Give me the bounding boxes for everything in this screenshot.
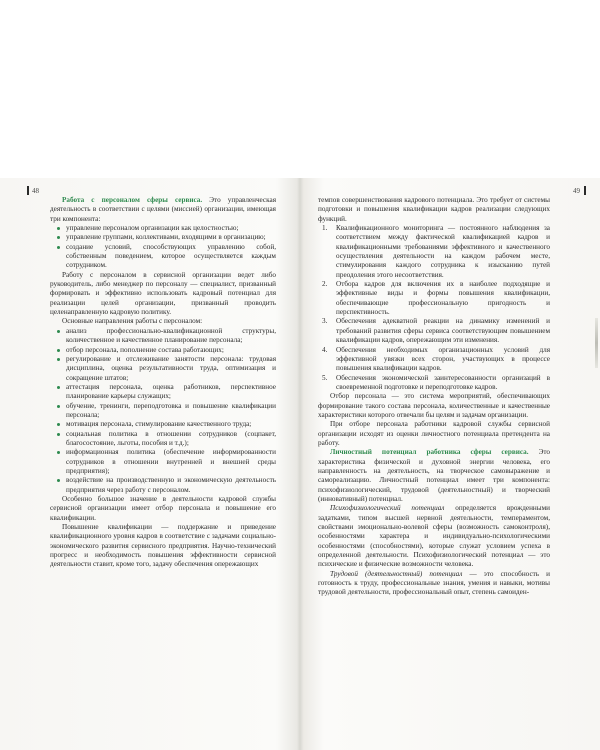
list-item: социальная политика в отношении сотрудников (соцпакет, благосостояние, льготы, пособия и т.д.); xyxy=(66,429,276,447)
paragraph: Особенно большое значение в деятельности кадровой службы сервисной организации имеет отбор персонала и повышение его квалификации. xyxy=(50,495,276,522)
page-number-right: 49 xyxy=(573,187,580,195)
list-number: 2. xyxy=(322,280,328,289)
paragraph: Повышение квалификации — поддержание и приведение квалификационного уровня кадров в соответствие с задачами социально-экономического развития сервисного предприятия. Научно-технический прогресс и необходимость повышения эффективности сервисной деятельности ставит, кроме того, задачу обеспечения опережающих xyxy=(50,523,276,569)
paragraph: Психофизиологический потенциал определяется врожденными задатками, типом высшей нервной деятельности, темпераментом, свойствами эмоционально-волевой сферы (возможность самоконтроля), особенностями характера и индивидуально-психологическими особенностями (способностями), которые служат условием успеха в определенной деятельности. Психофизиологический потенциал — это психические и физические возможности человека. xyxy=(318,504,550,569)
paragraph: темпов совершенствования кадрового потенциала. Это требует от системы подготовки и повышения квалификации кадров реализации следующих функций. xyxy=(318,196,550,223)
list-number: 1. xyxy=(322,224,328,233)
list-item: 1. Квалификационного мониторинга — постоянного наблюдения за соответствием между фактической квалификацией кадров и квалификационными требованиями эффективного и качественного осуществления деятельности на каждом рабочем месте, стимулирования каждого сотрудника к изысканию путей преодоления этого несоответствия. xyxy=(322,224,550,279)
list-item: управление группами, коллективами, входящими в организацию; xyxy=(66,233,276,242)
paragraph: Отбор персонала — это система мероприятий, обеспечивающих формирование такого состава персонала, количественные и качественные характеристики которого отвечали бы целям и задачам организации. xyxy=(318,392,550,419)
left-page-text xyxy=(50,196,276,570)
list-item: 3. Обеспечения адекватной реакции на динамику изменений и требований развития сферы сервиса соответствующим повышением квалификации кадров, опережающим эти изменения. xyxy=(322,317,550,345)
right-page xyxy=(300,178,600,750)
section-heading: Работа с персоналом сферы сервиса. xyxy=(62,196,203,204)
list-item: обучение, тренинги, переподготовка и повышение квалификации персонала; xyxy=(66,401,276,419)
right-page-text xyxy=(318,196,550,598)
components-list xyxy=(50,224,276,271)
list-item: анализ профессионально-квалификационной структуры, количественное и качественное планирование персонала; xyxy=(66,326,276,345)
intro-paragraph: Работа с персоналом сферы сервиса. Это управленческая деятельность в соответствии с целями (миссией) организации, имеющая три компонента: xyxy=(50,196,276,223)
list-item: аттестация персонала, оценка работников, перспективное планирование карьеры служащих; xyxy=(66,382,276,401)
functions-list xyxy=(318,224,550,392)
book-spread xyxy=(0,178,600,750)
paragraph: Работу с персоналом в сервисной организации ведет либо руководитель, либо менеджер по персоналу — специалист, призванный формировать и эффективно использовать кадровый потенциал для реализации целей организации, призванный проводить целенаправленную кадровую политику. xyxy=(50,270,276,317)
list-number: 5. xyxy=(322,373,328,382)
paragraph: Личностный потенциал работника сферы сервиса. Это характеристика физической и духовной энергии человека, его направленность на деятельность, на творческое самовыражение и самореализацию. Личностный потенциал имеет три компонента: психофизиологический, трудовой (деятельностный) и творческий (инновативный) потенциал. xyxy=(318,448,551,503)
list-item: регулирование и отслеживание занятости персонала: трудовая дисциплина, оценка результативности труда, оптимизация и сокращение штатов; xyxy=(66,354,276,382)
list-item: 4. Обеспечения необходимых организационных условий для эффективной увязки всех сторон, участвующих в процессе повышения квалификации кадров. xyxy=(322,345,550,373)
page-number-left: 48 xyxy=(32,187,39,195)
list-item: мотивация персонала, стимулирование качественного труда; xyxy=(66,420,276,429)
paragraph: Трудовой (деятельностный) потенциал — это способность и готовность к труду, профессиональные знания, умения и навыки, мотивы трудовой деятельности, профессиональный опыт, степень самоиден- xyxy=(318,569,550,597)
list-item: 2. Отбора кадров для включения их в наиболее подходящие и эффективные виды и формы повышения квалификации, обеспечивающие профессиональную пригодность и перспективность. xyxy=(322,280,550,317)
section-heading: Личностный потенциал работника сферы сервиса. xyxy=(330,448,529,457)
term: Трудовой (деятельностный) потенциал xyxy=(330,569,463,578)
list-number: 3. xyxy=(322,317,328,326)
left-page xyxy=(0,178,300,750)
list-item: создание условий, способствующих управлению собой, собственным поведением, которое осуществляется каждым сотрудником. xyxy=(66,242,276,270)
list-number: 4. xyxy=(322,345,328,354)
list-item: отбор персонала, пополнение состава работающих; xyxy=(66,346,276,355)
paragraph: Основные направления работы с персоналом: xyxy=(62,317,203,326)
list-item: 5. Обеспечения экономической заинтересованности организаций в своевременной подготовке и переподготовке кадров. xyxy=(322,373,550,391)
term: Психофизиологический потенциал xyxy=(330,504,445,513)
list-item: воздействие на производственную и экономическую деятельность предприятия через работу с персоналом. xyxy=(66,476,276,494)
list-item: управление персоналом организации как целостностью; xyxy=(66,224,276,233)
page-edge-shadow xyxy=(595,318,598,368)
directions-list xyxy=(50,327,276,495)
paragraph: При отборе персонала работники кадровой службы сервисной организации исходят из оценки личностного потенциала претендента на работу. xyxy=(318,420,550,447)
list-item: информационная политика (обеспечение информированности сотрудников в отношении внутренней и внешней среды предприятия); xyxy=(66,448,276,475)
